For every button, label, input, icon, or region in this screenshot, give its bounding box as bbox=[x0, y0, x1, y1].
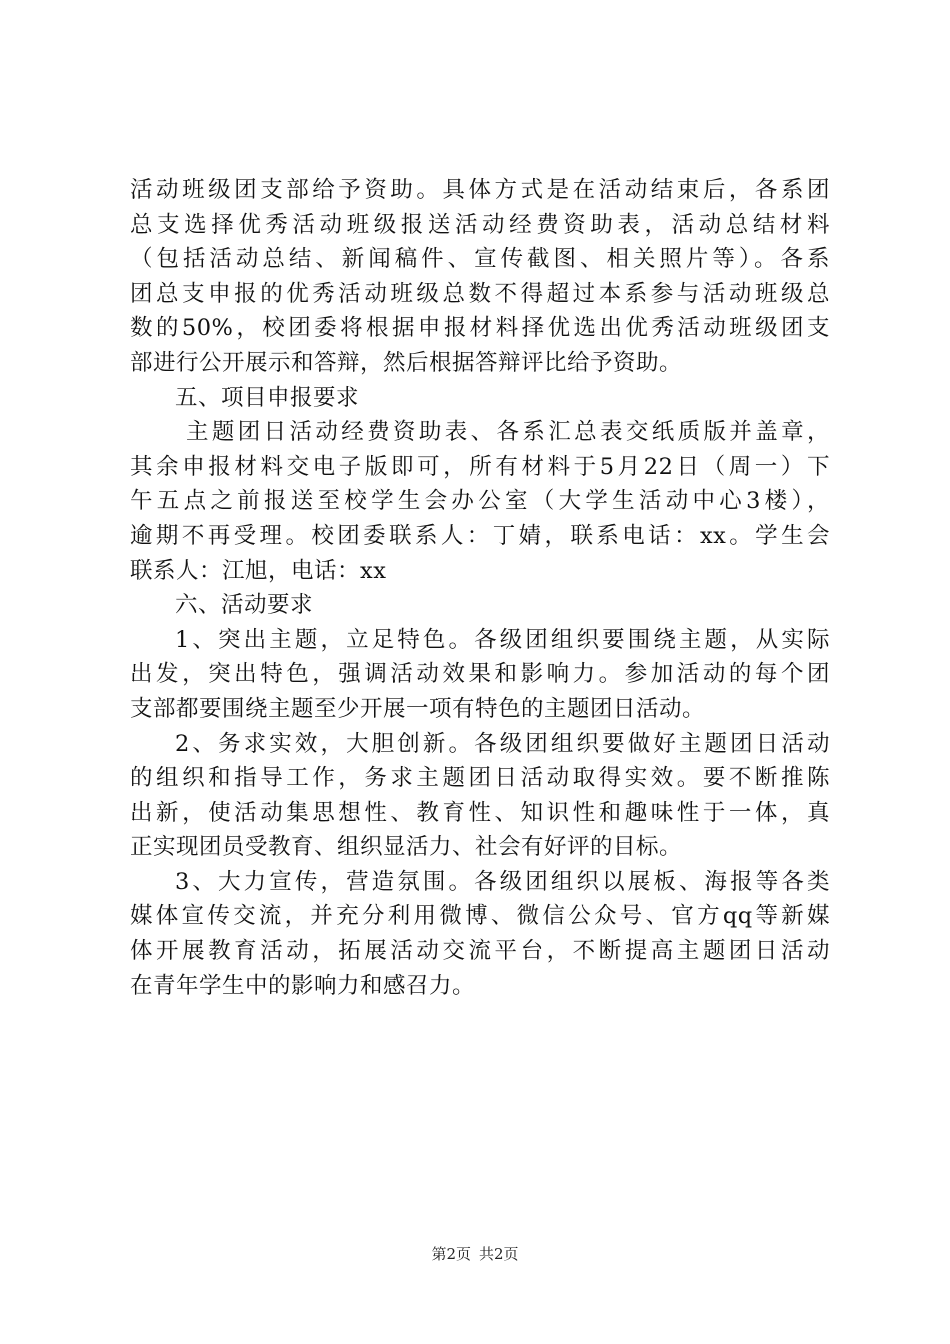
text-line: 数的50%，校团委将根据申报材料择优选出优秀活动班级团支 bbox=[130, 315, 830, 342]
text-line: （包括活动总结、新闻稿件、宣传截图、相关照片等）。各系 bbox=[130, 246, 830, 273]
text-line: 主题团日活动经费资助表、各系汇总表交纸质版并盖章， bbox=[186, 419, 830, 446]
text-line: 体开展教育活动，拓展活动交流平台，不断提高主题团日活动 bbox=[130, 938, 830, 965]
text-line: 媒体宣传交流，并充分利用微博、微信公众号、官方qq等新媒 bbox=[130, 903, 830, 930]
section-heading: 五、项目申报要求 bbox=[175, 384, 360, 411]
text-line: 其余申报材料交电子版即可，所有材料于5月22日（周一）下 bbox=[130, 453, 830, 480]
text-line: 出发，突出特色，强调活动效果和影响力。参加活动的每个团 bbox=[130, 661, 830, 688]
text-line: 午五点之前报送至校学生会办公室（大学生活动中心3楼）， bbox=[130, 488, 830, 515]
text-line: 2、务求实效，大胆创新。各级团组织要做好主题团日活动 bbox=[175, 730, 830, 757]
text-line: 联系人：江旭，电话：xx bbox=[130, 557, 387, 584]
text-line: 在青年学生中的影响力和感召力。 bbox=[130, 972, 476, 999]
text-line: 活动班级团支部给予资助。具体方式是在活动结束后，各系团 bbox=[130, 177, 830, 203]
text-line: 支部都要围绕主题至少开展一项有特色的主题团日活动。 bbox=[130, 695, 706, 722]
text-line: 出新，使活动集思想性、教育性、知识性和趣味性于一体，真 bbox=[130, 799, 830, 826]
page-number: 第2页 bbox=[431, 1245, 471, 1263]
text-line: 3、大力宣传，营造氛围。各级团组织以展板、海报等各类 bbox=[175, 868, 830, 895]
document-body bbox=[130, 173, 830, 1003]
text-line: 的组织和指导工作，务求主题团日活动取得实效。要不断推陈 bbox=[130, 765, 830, 792]
text-line: 逾期不再受理。校团委联系人：丁婧，联系电话：xx。学生会 bbox=[130, 522, 830, 549]
text-line: 总支选择优秀活动班级报送活动经费资助表，活动总结材料 bbox=[130, 211, 830, 238]
section-heading: 六、活动要求 bbox=[175, 592, 314, 619]
text-line: 团总支申报的优秀活动班级总数不得超过本系参与活动班级总 bbox=[130, 280, 830, 307]
text-line: 正实现团员受教育、组织显活力、社会有好评的目标。 bbox=[130, 834, 683, 861]
page-footer bbox=[0, 1244, 950, 1264]
text-line: 1、突出主题，立足特色。各级团组织要围绕主题，从实际 bbox=[175, 626, 830, 653]
text-line: 部进行公开展示和答辩，然后根据答辩评比给予资助。 bbox=[130, 349, 683, 376]
page-total: 共2页 bbox=[479, 1245, 519, 1263]
